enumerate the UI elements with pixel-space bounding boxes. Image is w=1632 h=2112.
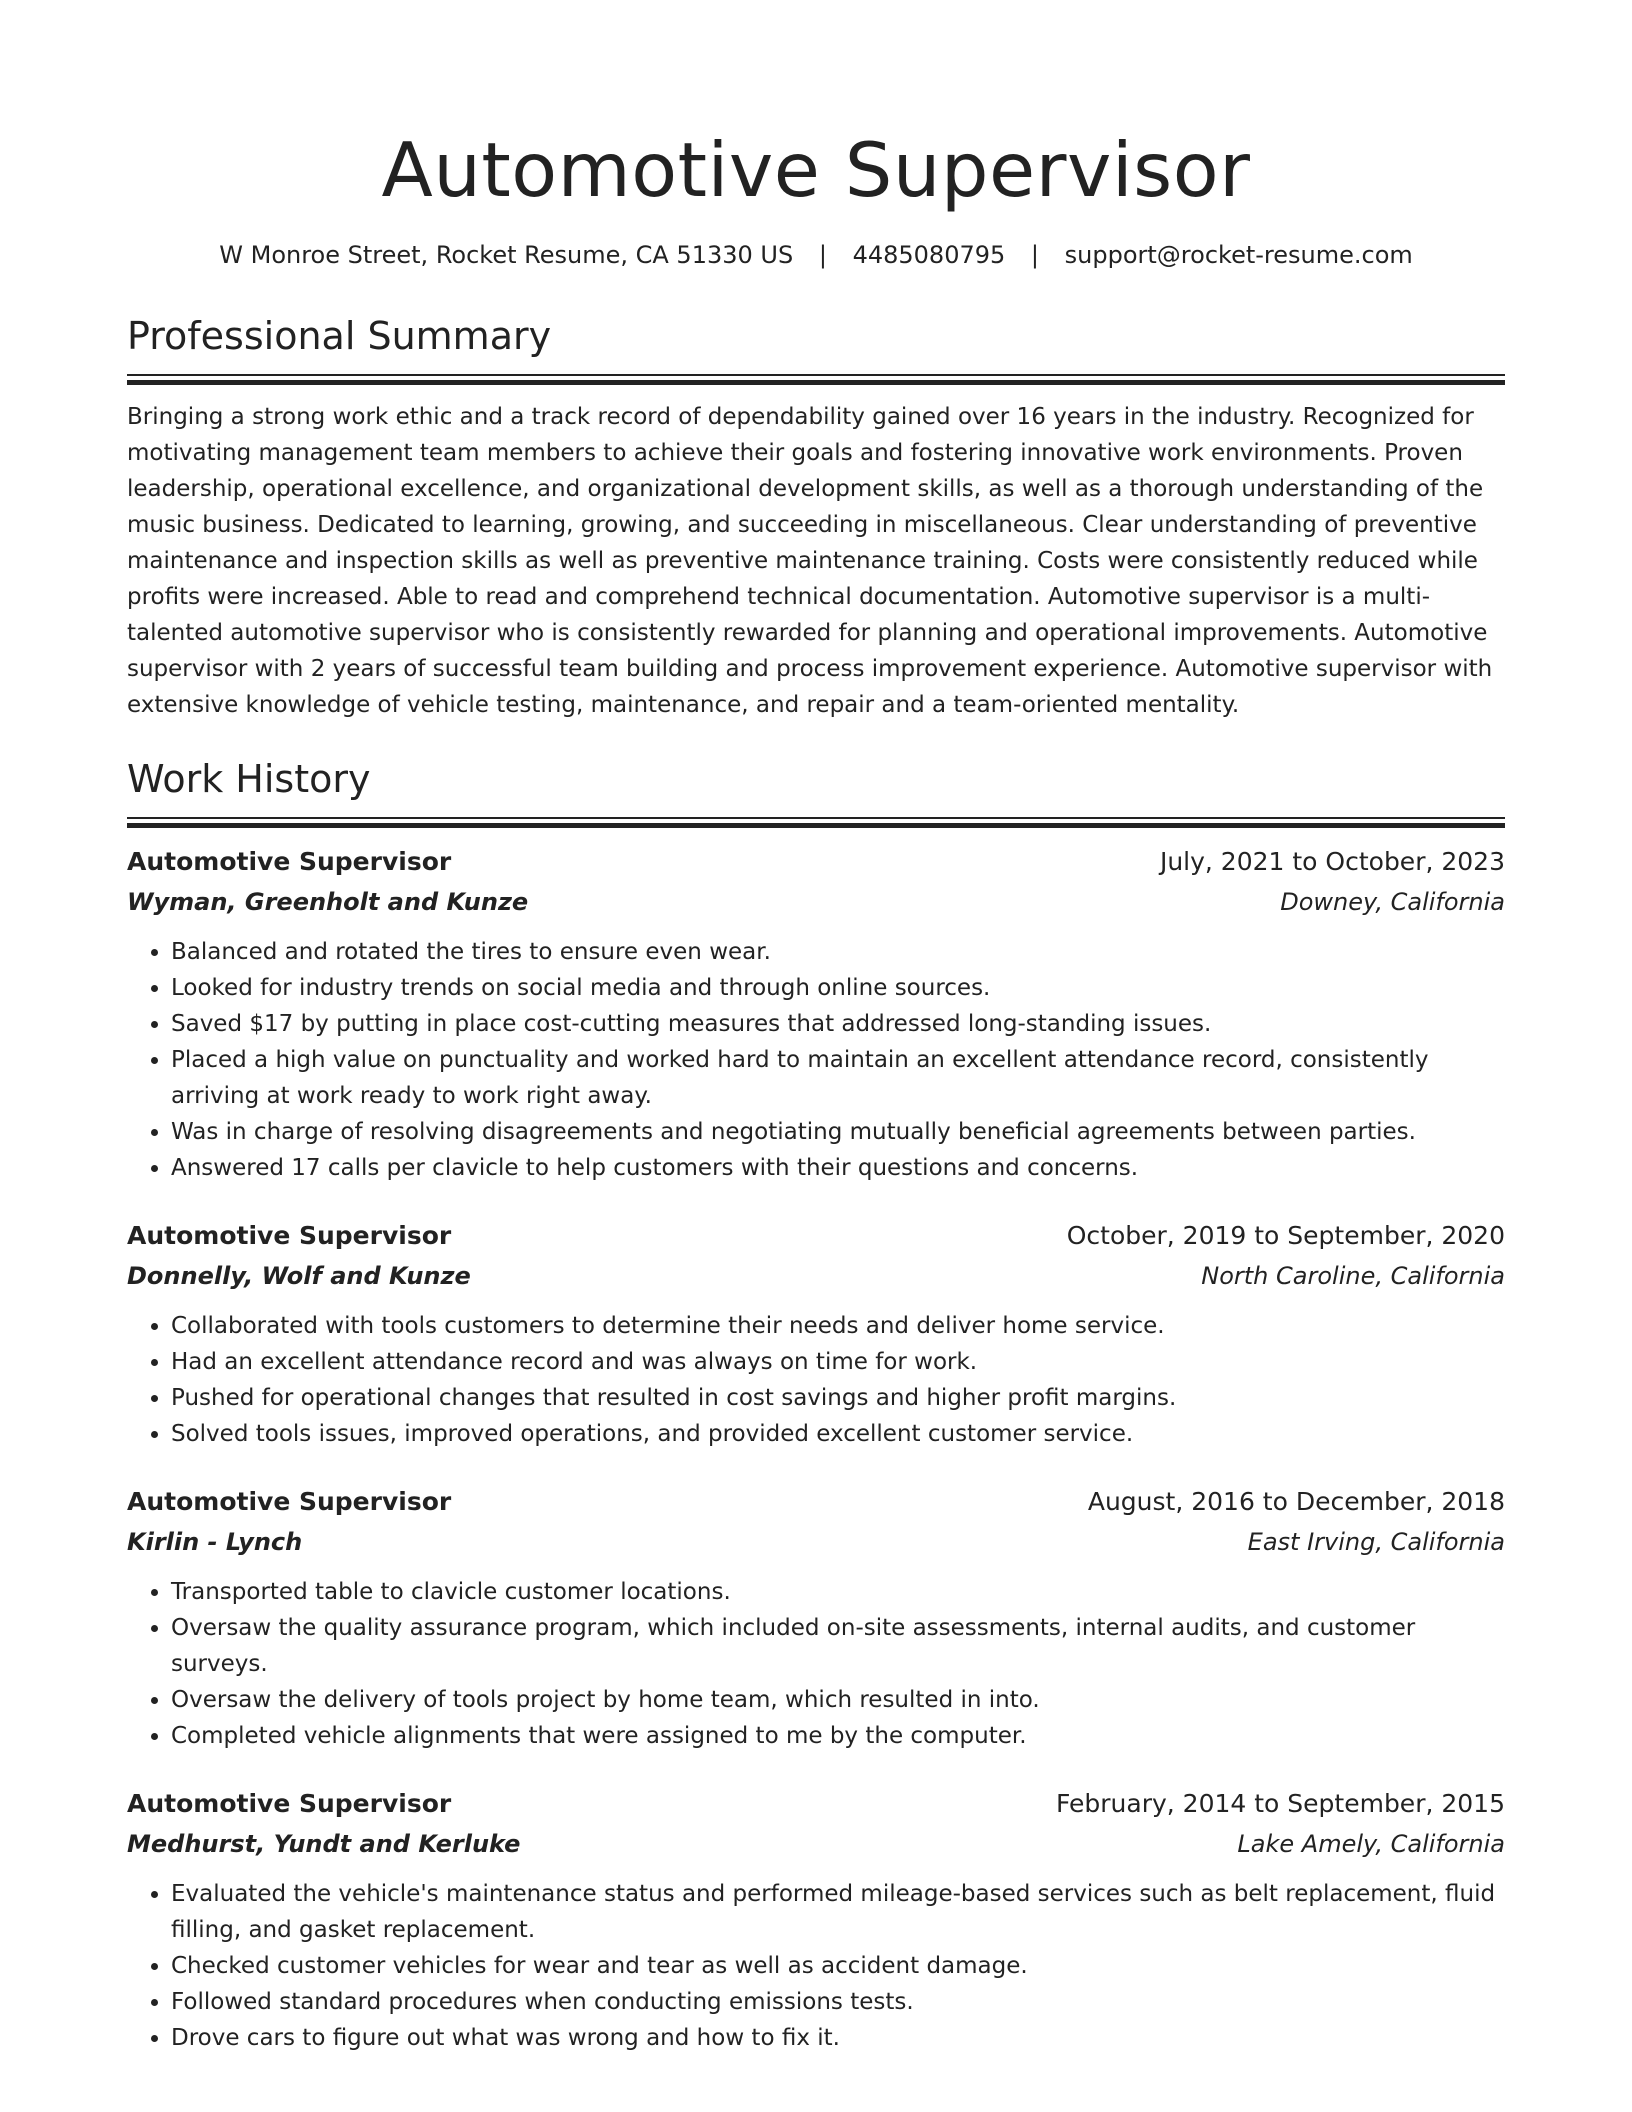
job-company: Kirlin - Lynch <box>127 1528 303 1556</box>
job-bullet: • Collaborated with tools customers to determine their needs and deliver home service. <box>171 1308 1505 1344</box>
job-company: Wyman, Greenholt and Kunze <box>127 888 529 916</box>
contact-separator: | <box>818 241 827 269</box>
job-bullet: • Saved $17 by putting in place cost-cutting measures that addressed long-standing issues. <box>171 1006 1505 1042</box>
section-divider <box>127 374 1505 385</box>
job-bullets <box>127 1574 1505 1754</box>
section-divider <box>127 817 1505 828</box>
job-bullet: • Transported table to clavicle customer locations. <box>171 1574 1505 1610</box>
job-bullet: • Was in charge of resolving disagreements and negotiating mutually beneficial agreements between parties. <box>171 1114 1505 1150</box>
job-bullet: • Oversaw the quality assurance program, which included on-site assessments, internal audits, and customer surveys. <box>171 1610 1505 1682</box>
job-bullet: • Pushed for operational changes that resulted in cost savings and higher profit margins. <box>171 1380 1505 1416</box>
professional-summary-section <box>127 310 1505 723</box>
job-bullet: • Checked customer vehicles for wear and tear as well as accident damage. <box>171 1948 1505 1984</box>
job-bullets <box>127 1308 1505 1452</box>
job-title: Automotive Supervisor <box>127 1221 452 1250</box>
job-title: Automotive Supervisor <box>127 847 452 876</box>
job-location: Lake Amely, California <box>1237 1830 1505 1858</box>
job-dates: February, 2014 to September, 2015 <box>1056 1789 1505 1818</box>
job-location: North Caroline, California <box>1201 1262 1505 1290</box>
job-entry <box>127 1784 1505 2056</box>
job-bullet: • Followed standard procedures when conducting emissions tests. <box>171 1984 1505 2020</box>
job-bullet: • Oversaw the delivery of tools project by home team, which resulted in into. <box>171 1682 1505 1718</box>
job-location: Downey, California <box>1280 888 1505 916</box>
job-bullet: • Had an excellent attendance record and was always on time for work. <box>171 1344 1505 1380</box>
job-bullet: • Balanced and rotated the tires to ensure even wear. <box>171 934 1505 970</box>
job-bullet: • Placed a high value on punctuality and worked hard to maintain an excellent attendance record, consistently arriving at work ready to work right away. <box>171 1042 1505 1114</box>
job-dates: August, 2016 to December, 2018 <box>1087 1487 1505 1516</box>
resume-name: Automotive Supervisor <box>381 126 1251 214</box>
job-entry <box>127 1482 1505 1754</box>
job-bullet: • Completed vehicle alignments that were assigned to me by the computer. <box>171 1718 1505 1754</box>
job-title: Automotive Supervisor <box>127 1789 452 1818</box>
contact-address: W Monroe Street, Rocket Resume, CA 51330 US <box>219 241 794 269</box>
job-bullet: • Answered 17 calls per clavicle to help customers with their questions and concerns. <box>171 1150 1505 1186</box>
job-entry <box>127 842 1505 1186</box>
work-history-section <box>127 753 1505 2056</box>
job-title: Automotive Supervisor <box>127 1487 452 1516</box>
job-bullet: • Looked for industry trends on social media and through online sources. <box>171 970 1505 1006</box>
job-entry <box>127 1216 1505 1452</box>
job-bullet: • Solved tools issues, improved operations, and provided excellent customer service. <box>171 1416 1505 1452</box>
job-location: East Irving, California <box>1247 1528 1505 1556</box>
job-bullet: • Evaluated the vehicle's maintenance status and performed mileage-based services such as belt replacement, fluid filling, and gasket replacement. <box>171 1876 1505 1948</box>
section-title-summary: Professional Summary <box>127 314 552 358</box>
job-dates: October, 2019 to September, 2020 <box>1066 1221 1505 1250</box>
contact-email: support@rocket-resume.com <box>1064 241 1413 269</box>
job-bullet: • Drove cars to figure out what was wrong and how to fix it. <box>171 2020 1505 2056</box>
job-bullets <box>127 1876 1505 2056</box>
contact-line <box>127 238 1505 272</box>
contact-phone: 4485080795 <box>852 241 1006 269</box>
section-title-work-history: Work History <box>127 757 371 801</box>
summary-text: Bringing a strong work ethic and a track record of dependability gained over 16 years in the industry. Recognized for motivating management team members to achieve their goals and fostering innovative work environments. Proven leadership, operational excellence, and organizational development skills, as well as a thorough understanding of the music business. Dedicated to learning, growing, and succeeding in miscellaneous. Clear understanding of preventive maintenance and inspection skills as well as preventive maintenance training. Costs were consistently reduced while profits were increased. Able to read and comprehend technical documentation. Automotive supervisor is a multi-talented automotive supervisor who is consistently rewarded for planning and operational improvements. Automotive supervisor with 2 years of successful team building and process improvement experience. Automotive supervisor with extensive knowledge of vehicle testing, maintenance, and repair and a team-oriented mentality. <box>127 404 1493 718</box>
job-company: Donnelly, Wolf and Kunze <box>127 1262 471 1290</box>
job-dates: July, 2021 to October, 2023 <box>1159 847 1505 876</box>
contact-separator: | <box>1030 241 1040 269</box>
job-bullets <box>127 934 1505 1186</box>
job-company: Medhurst, Yundt and Kerluke <box>127 1830 521 1858</box>
